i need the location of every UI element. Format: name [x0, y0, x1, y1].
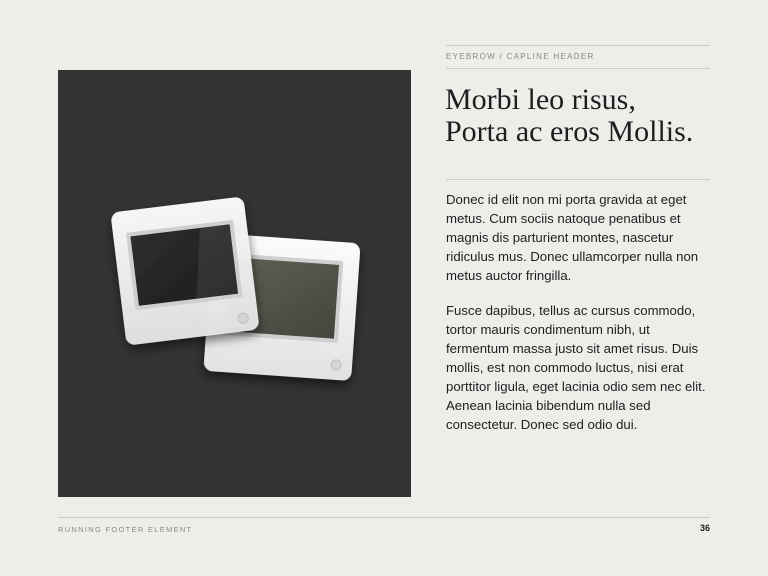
header-bottom-rule: [446, 68, 710, 69]
body-paragraph: Fusce dapibus, tellus ac cursus commodo, tortor mauris condimentum nibh, ut fermentum massa justo sit amet risus. Duis mollis, est non commodo luctus, nisi erat porttitor ligula, eget lacinia odio sem nec elit. Aenean lacinia bibendum nulla sed consectetur. Donec sed odio dui.: [446, 303, 706, 432]
slide-front: [110, 196, 259, 345]
page-title: [445, 84, 735, 148]
eyebrow-header: EYEBROW / CAPLINE HEADER: [446, 52, 595, 61]
body-text: [446, 190, 716, 434]
footer-rule: [58, 517, 710, 518]
photo-placeholder: [58, 70, 411, 497]
title-line-1: Morbi leo risus,: [445, 83, 636, 116]
page-number: 36: [699, 523, 710, 533]
title-rule: [446, 179, 710, 180]
header-top-rule: [446, 45, 710, 46]
photo-slides-icon: [58, 70, 411, 497]
running-footer: RUNNING FOOTER ELEMENT: [58, 525, 193, 534]
body-paragraph: Donec id elit non mi porta gravida at eget metus. Cum sociis natoque penatibus et magnis dis parturient montes, nascetur ridiculus mus. Donec ullamcorper nulla non metus auctor fringilla.: [446, 192, 699, 283]
title-line-2: Porta ac eros Mollis.: [445, 115, 694, 148]
